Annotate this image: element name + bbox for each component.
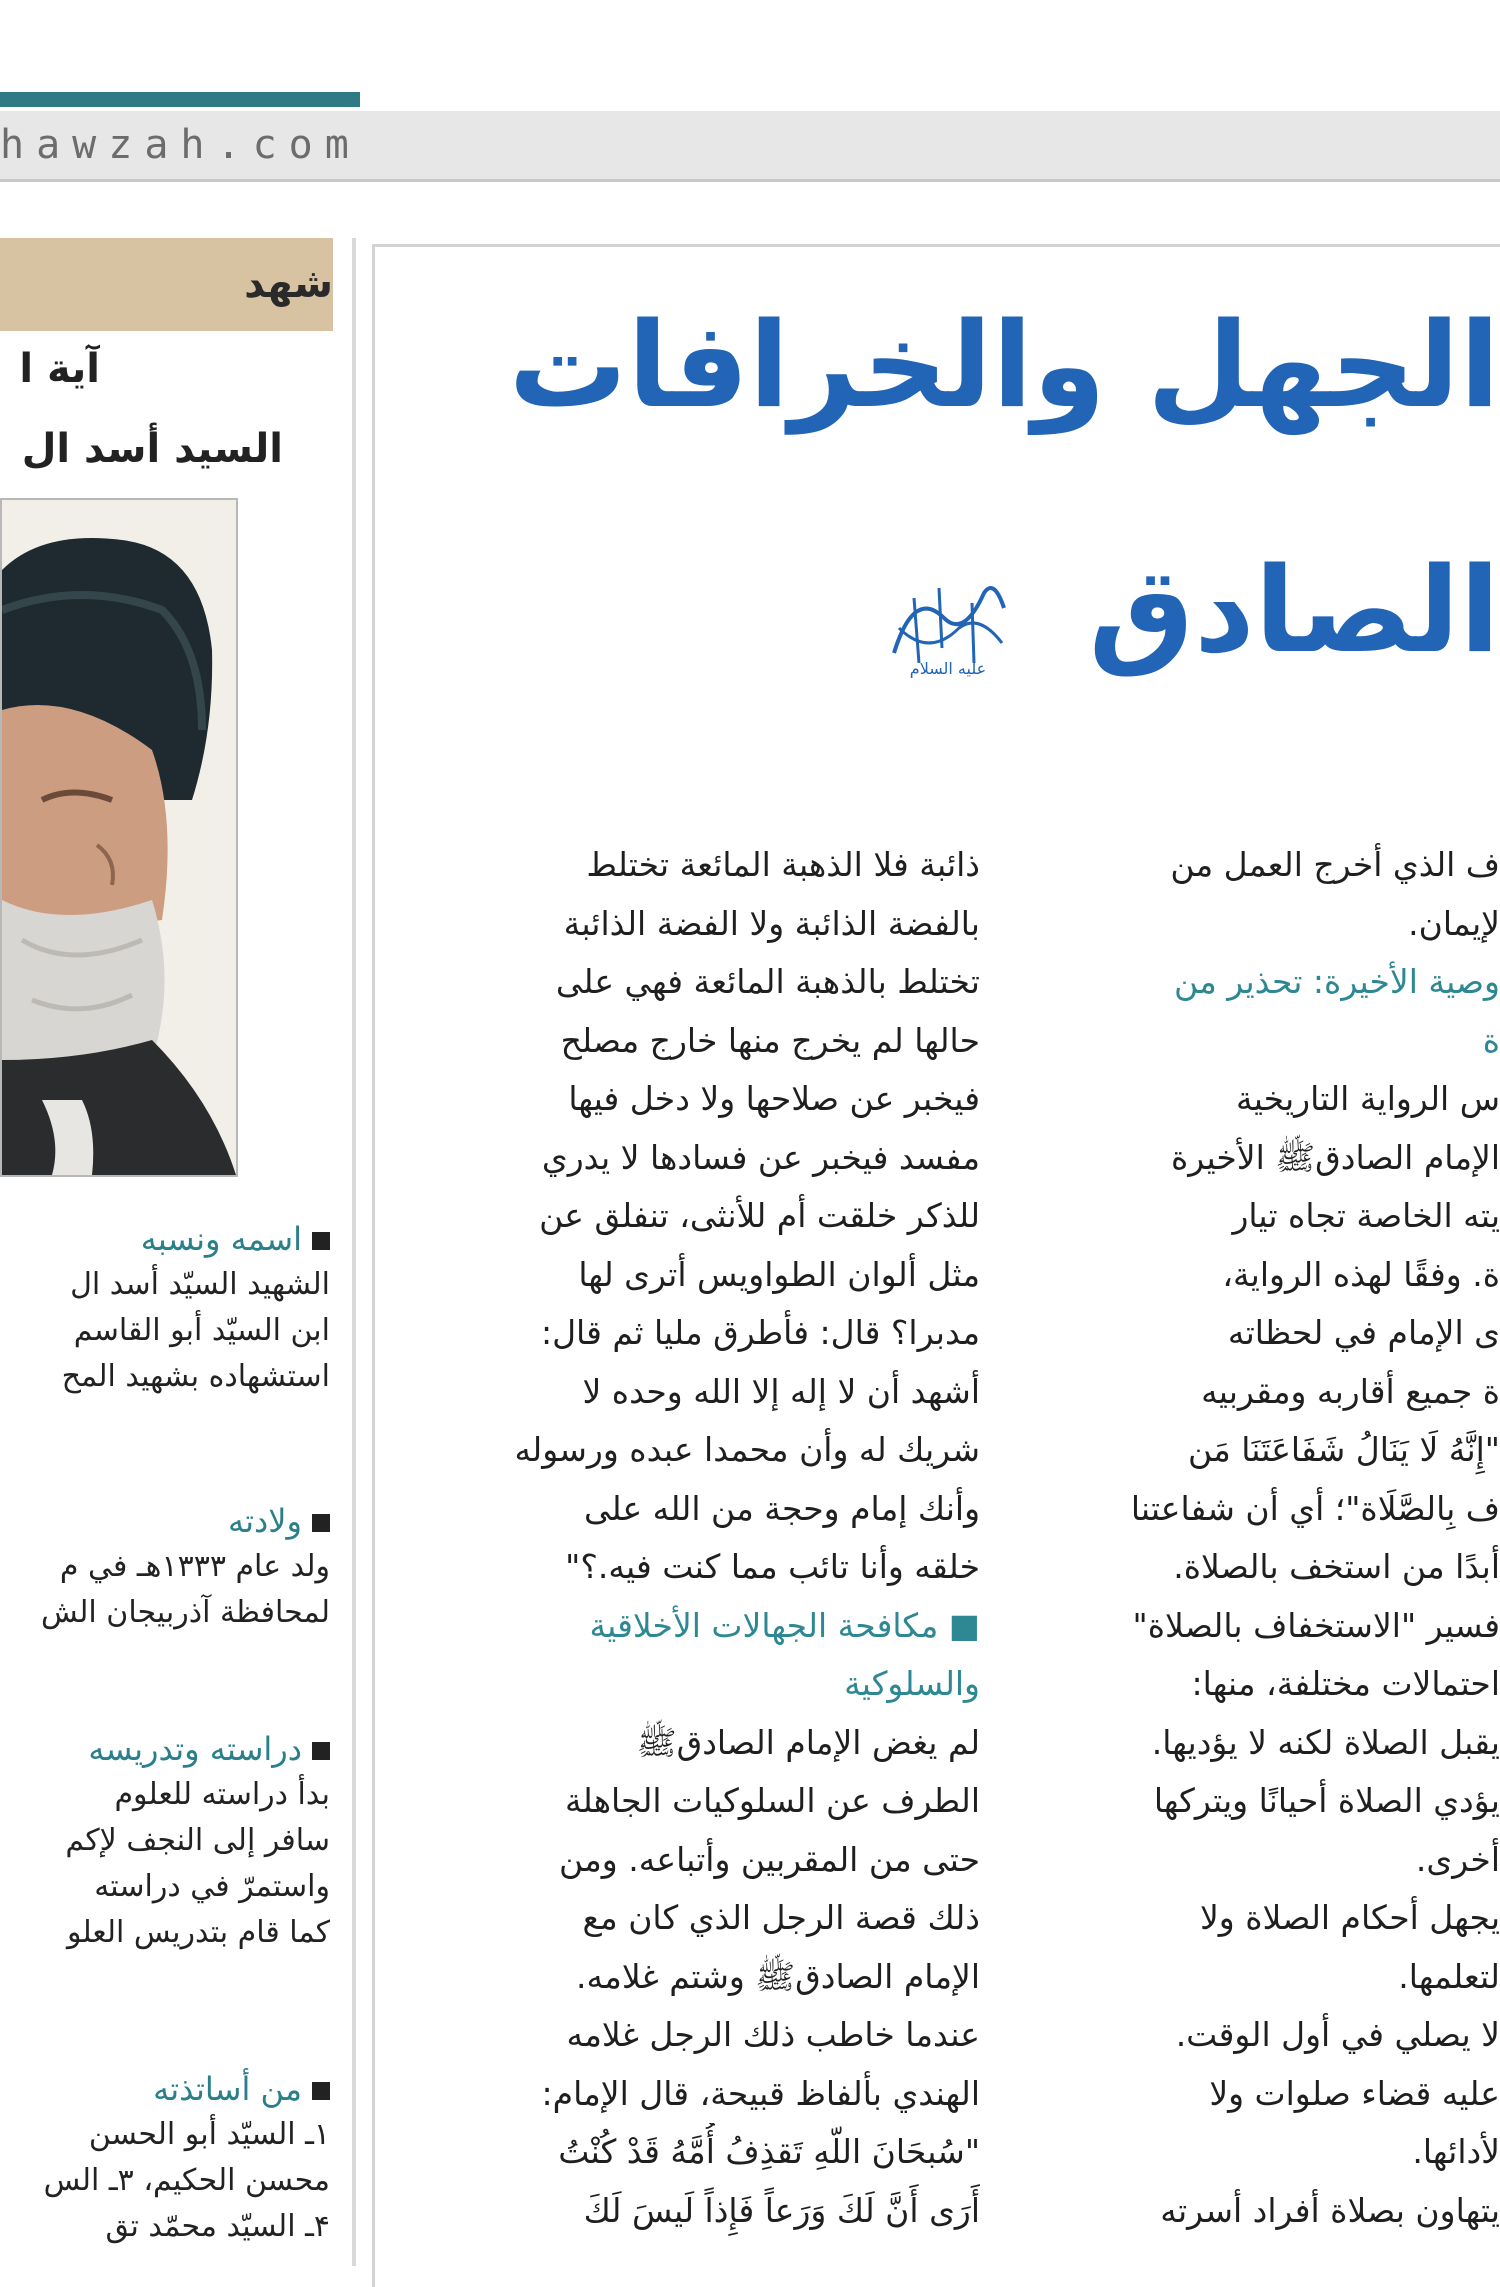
text-line: ى الإمام في لحظاته [1227, 1313, 1500, 1352]
text-line: لأدائها. [1412, 2132, 1500, 2171]
text-line: أَرَى أَنَّ لَكَ وَرَعاً فَإِذاً لَيسَ لَكَ [583, 2190, 980, 2230]
text-line: فيخبر عن صلاحها ولا دخل فيها [568, 1079, 980, 1118]
text-line: وأنك إمام وحجة من الله على [584, 1488, 980, 1528]
section-heading: اسمه ونسبه [140, 1220, 302, 1258]
text-line: لم يغض الإمام الصادقﷺ [636, 1722, 980, 1762]
sidebar-text: واستمرّ في دراسته [94, 1869, 330, 1904]
sidebar-text: بدأ دراسته للعلوم [114, 1777, 330, 1812]
subheading-line: وصية الأخيرة: تحذير من [1173, 962, 1500, 1001]
text-line: الإمام الصادقﷺ الأخيرة [1170, 1137, 1500, 1177]
text-line: فسير "الاستخفاف بالصلاة" [1132, 1605, 1500, 1645]
text-line: خلقه وأنا تائب مما كنت فيه.؟" [565, 1547, 980, 1586]
text-line: "سُبحَانَ اللّهِ تَقذِفُ أُمَّهُ قَدْ كُنْتُ [558, 2132, 980, 2171]
sidebar-text: سافر إلى النجف لإكم [65, 1823, 330, 1858]
tab-accent-bar [0, 92, 360, 107]
text-line: عليه قضاء صلوات ولا [1209, 2073, 1500, 2113]
bullet-square-icon [312, 1514, 330, 1532]
bullet-square-icon [312, 1742, 330, 1760]
text-line: مدبرا؟ قال: فأطرق مليا ثم قال: [540, 1313, 980, 1352]
sidebar-text: ولد عام ۱۳۳۳هـ في م [59, 1549, 330, 1584]
text-line: حالها لم يخرج منها خارج مصلح [560, 1020, 980, 1060]
text-line: أخرى. [1415, 1839, 1500, 1879]
section-heading: ولادته [227, 1502, 302, 1540]
text-line: تختلط بالذهبة المائعة فهي على [555, 962, 980, 1001]
article-title-line1: الجهل والخرافات [508, 296, 1500, 434]
text-line: ف الذي أخرج العمل من [1170, 845, 1500, 884]
column-divider [352, 238, 356, 2266]
section-heading: دراسته وتدريسه [88, 1730, 302, 1768]
text-line: لإيمان. [1408, 903, 1500, 943]
bullet-square-icon [312, 1232, 330, 1250]
section-heading: من أساتذته [153, 2070, 302, 2108]
sidebar-text: ۱ـ السيّد أبو الحسن [88, 2117, 330, 2152]
text-line: يته الخاصة تجاه تيار [1232, 1196, 1500, 1235]
text-line: بالفضة الذائبة ولا الفضة الذائبة [563, 903, 980, 943]
text-line: حتى من المقربين وأتباعه. ومن [559, 1839, 980, 1879]
text-line: عندما خاطب ذلك الرجل غلامه [566, 2015, 980, 2054]
sidebar-text: كما قام بتدريس العلو [66, 1915, 330, 1950]
text-line: ة. وفقًا لهذه الرواية، [1222, 1254, 1500, 1294]
subheading-line: ة [1482, 1020, 1500, 1060]
sidebar-subtitle: آية ا [19, 346, 100, 392]
sidebar-text: استشهاده بشهيد المح [61, 1359, 330, 1394]
honorific-calligraphy [884, 568, 1012, 678]
sidebar-text: ابن السيّد أبو القاسم [73, 1313, 330, 1348]
bullet-square-icon [312, 2082, 330, 2100]
subheading-line: ■ مكافحة الجهالات الأخلاقية [589, 1605, 980, 1645]
text-line: ذلك قصة الرجل الذي كان مع [582, 1898, 980, 1937]
text-line: "إِنَّهُ لَا يَنَالُ شَفَاعَتَنَا مَن [1187, 1430, 1500, 1469]
text-line: للذكر خلقت أم للأنثى، تنفلق عن [539, 1196, 980, 1235]
honorific-calligraphy-icon [884, 568, 1012, 678]
text-line: س الرواية التاريخية [1236, 1079, 1500, 1118]
article-column-middle [400, 836, 980, 2240]
sidebar-name-line: السيد أسد ال [21, 426, 283, 472]
article-title-line2: الصادق [1088, 541, 1500, 679]
sidebar-text: الشهيد السيّد أسد ال [70, 1267, 330, 1302]
text-line: لتعلمها. [1398, 1956, 1500, 1996]
text-line: أشهد أن لا إله إلا الله وحده لا [582, 1371, 980, 1411]
text-line: ة جميع أقاربه ومقربيه [1201, 1371, 1500, 1411]
sidebar-section-teachers [0, 2066, 330, 2250]
text-line: الطرف عن السلوكيات الجاهلة [564, 1781, 980, 1820]
sidebar-section-lineage [0, 1216, 330, 1400]
text-line: يقبل الصلاة لكنه لا يؤديها. [1151, 1722, 1500, 1762]
honorific-text: عليه السلام [909, 659, 987, 678]
text-line: الإمام الصادقﷺ وشتم غلامه. [576, 1956, 980, 1996]
text-line: احتمالات مختلفة، منها: [1191, 1664, 1500, 1703]
sidebar-section-studies [0, 1726, 330, 1956]
sidebar-header: شهد [244, 261, 333, 307]
url-text: hawzah.com [0, 122, 361, 168]
text-line: لا يصلي في أول الوقت. [1175, 2015, 1500, 2054]
article-column-right [1030, 836, 1500, 2240]
text-line: ذائبة فلا الذهبة المائعة تختلط [586, 845, 980, 884]
sidebar-section-birth [0, 1498, 330, 1636]
text-line: يجهل أحكام الصلاة ولا [1199, 1898, 1500, 1937]
sidebar-text: لمحافظة آذربيجان الش [41, 1595, 330, 1630]
text-line: ف بِالصَّلَاة"؛ أي أن شفاعتنا [1130, 1488, 1500, 1528]
text-line: الهندي بألفاظ قبيحة، قال الإمام: [541, 2073, 980, 2113]
text-line: مثل ألوان الطواويس أترى لها [578, 1254, 980, 1294]
text-line: يتهاون بصلاة أفراد أسرته [1160, 2190, 1500, 2230]
subheading-line: والسلوكية [844, 1664, 980, 1703]
portrait-illustration [2, 500, 236, 1175]
text-line: مفسد فيخبر عن فسادها لا يدري [541, 1137, 980, 1177]
portrait-photo [0, 498, 238, 1177]
sidebar-text: محسن الحكيم، ۳ـ الس [43, 2163, 330, 2198]
text-line: أبدًا من استخف بالصلاة. [1173, 1547, 1500, 1586]
text-line: شريك له وأن محمدا عبده ورسوله [514, 1430, 980, 1469]
text-line: يؤدي الصلاة أحيانًا ويتركها [1153, 1781, 1500, 1820]
sidebar-text: ۴ـ السيّد محمّد تق [105, 2209, 330, 2244]
